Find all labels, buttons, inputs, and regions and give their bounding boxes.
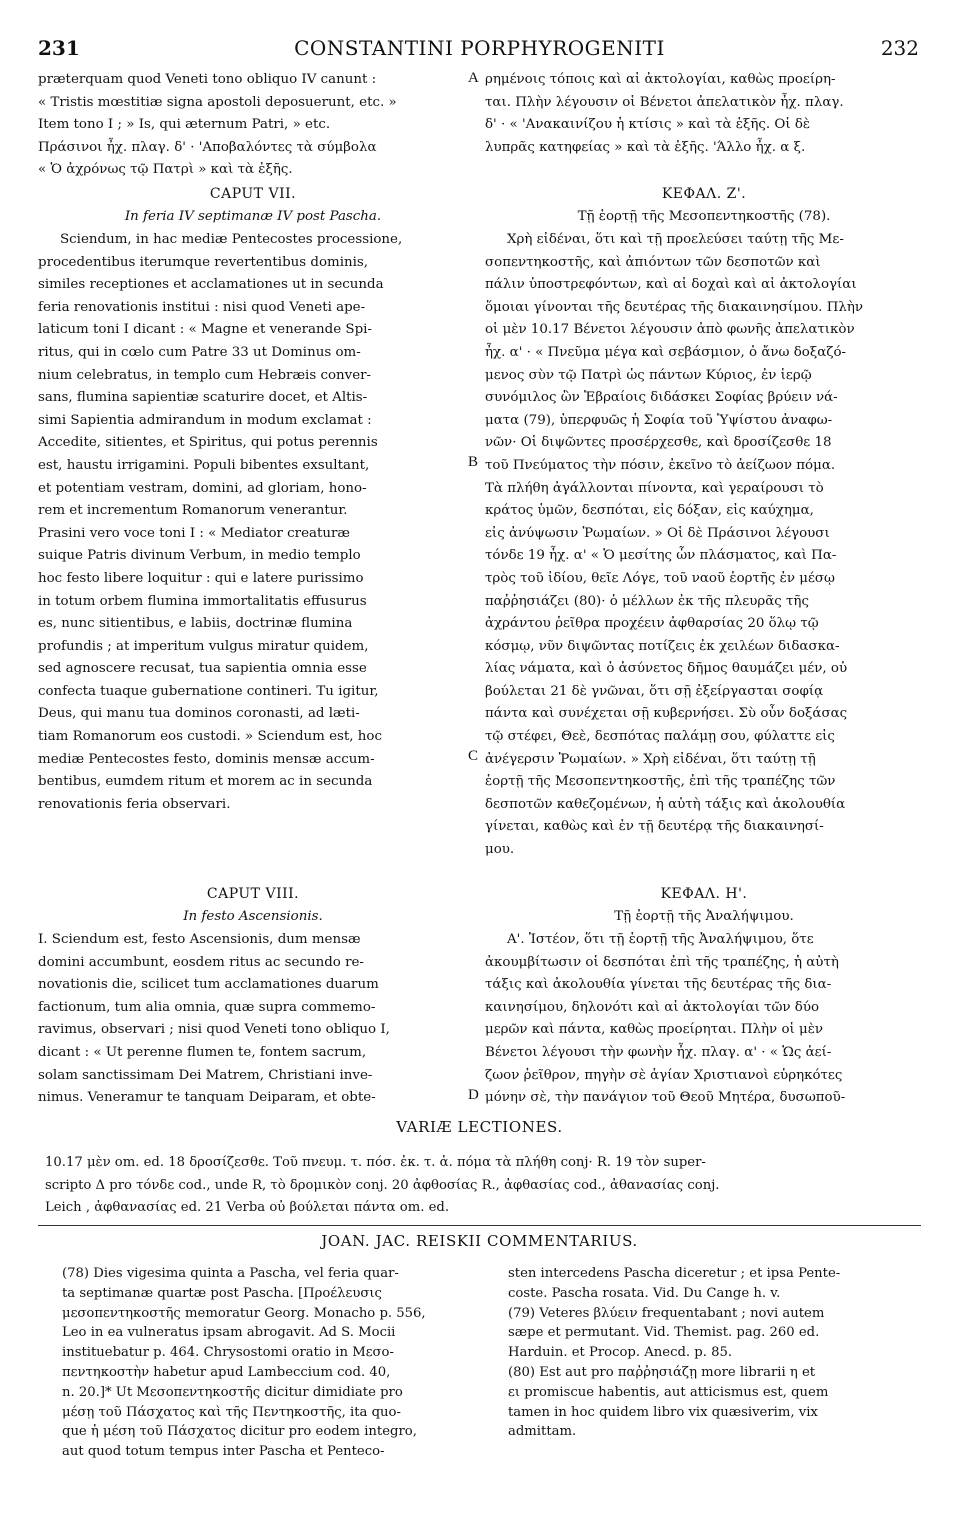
- greek-body-line: ζωον ῥεῖθρον, πηγὴν σὲ ἁγίαν Χριστιανοὶ εὑρηκότες: [485, 1067, 843, 1083]
- greek-body-line: ἑορτῇ τῆς Μεσοπεντηκοστῆς, ἐπὶ τῆς τραπέζης τῶν: [485, 774, 836, 790]
- page-number-right: 232: [880, 36, 919, 60]
- commentary-line: (79) Veteres βλύειν frequentabant ; novi autem: [508, 1305, 825, 1321]
- greek-top-line: ται. Πλὴν λέγουσιν οἱ Βένετοι ἀπελατικὸν ἦχ. πλαγ.: [485, 94, 844, 110]
- latin-body-line: solam sanctissimam Dei Matrem, Christiani inve-: [38, 1067, 373, 1083]
- caput-7-greek-subtitle: Τῇ ἑορτῇ τῆς Μεσοπεντηκοστῆς (78).: [577, 208, 831, 224]
- commentary-line: sæpe et permutant. Vid. Themist. pag. 260 ed.: [508, 1325, 820, 1341]
- variae-line: 10.17 μὲν om. ed. 18 δροσίζεσθε. Τοῦ πνευμ. τ. πόσ. ἐκ. τ. ἀ. πόμα τὰ πλήθη conj· R. 19 τὸν super-: [45, 1155, 706, 1170]
- commentary-line: Leo in ea vulneratus ipsam abrogavit. Ad S. Mocii: [62, 1325, 396, 1341]
- caput-7-greek-heading-block: [485, 183, 923, 228]
- latin-body-line: factionum, tum alia omnia, quæ supra commemo-: [38, 999, 376, 1015]
- latin-body-line: et potentiam vestram, domini, ad gloriam, hono-: [38, 480, 367, 496]
- greek-body-line: κράτος ὑμῶν, δεσπόται, εἰς δόξαν, εἰς καύχημα,: [485, 503, 814, 519]
- greek-body-line: ἦχ. α' · « Πνεῦμα μέγα καὶ σεβάσμιον, ὁ ἄνω δοξαζό-: [485, 344, 847, 360]
- latin-body-line: Deus, qui manu tua dominos coronasti, ad læti-: [38, 706, 360, 722]
- caput-7-latin-heading: CAPUT VII.: [209, 186, 297, 202]
- margin-marker-b: B: [468, 454, 479, 470]
- caput-7-latin-body: [38, 229, 468, 816]
- greek-body-line: μόνην σὲ, τὴν πανάγιον τοῦ Θεοῦ Μητέρα, δυσωποῦ-: [485, 1090, 846, 1106]
- commentary-line: coste. Pascha rosata. Vid. Du Cange h. v.: [508, 1285, 781, 1301]
- greek-body-line: σοπεντηκοστῆς, καὶ ἀπιόντων τῶν δεσποτῶν καὶ: [485, 254, 821, 270]
- margin-marker-c: C: [468, 748, 479, 764]
- commentary-line: μεσοπεντηκοστῆς memoratur Georg. Monacho p. 556,: [62, 1305, 426, 1321]
- greek-body-line: συνόμιλος ὢν Ἑβραίοις διδάσκει Σοφίας βρύειν νά-: [485, 390, 838, 406]
- latin-body-line: laticum toni I dicant : « Magne et venerande Spi-: [38, 322, 372, 338]
- commentary-left-column: [62, 1264, 474, 1462]
- commentary-line: instituebatur p. 464. Chrysostomi oratio in Μεσο-: [62, 1345, 394, 1361]
- greek-body-line: βούλεται 21 δὲ γνῶναι, ὅτι σῇ ἐξείργασται σοφίᾳ: [485, 683, 824, 699]
- greek-body-line: Χρὴ εἰδέναι, ὅτι καὶ τῇ προελεύσει ταύτῃ τῆς Με-: [507, 232, 844, 247]
- caput-8-latin-heading-block: [38, 883, 468, 928]
- commentary-line: aut quod totum tempus inter Pascha et Penteco-: [62, 1444, 385, 1460]
- commentary-line: πεντηκοστὴν habetur apud Lambeccium cod. 40,: [62, 1364, 391, 1380]
- commentary-line: Harduin. et Procop. Anecd. p. 85.: [508, 1345, 733, 1361]
- greek-body-line: κόσμῳ, νῦν διψῶντας ποτίζεις ἐκ χειλέων διδασκα-: [485, 638, 840, 654]
- latin-body-line: procedentibus iterumque revertentibus dominis,: [38, 254, 369, 270]
- greek-body-line: εἰς ἀνύψωσιν Ῥωμαίων. » Οἱ δὲ Πράσινοι λέγουσι: [485, 525, 830, 541]
- latin-body-line: novationis die, scilicet tum acclamationes duarum: [38, 977, 379, 993]
- latin-body-line: renovationis feria observari.: [38, 796, 231, 812]
- caput-8-latin-body: [38, 929, 468, 1110]
- greek-body-line: μου.: [485, 842, 515, 858]
- caput-8-greek-heading-block: [485, 883, 923, 928]
- caput-7-latin-heading-block: [38, 183, 468, 228]
- greek-body-line: παῤῥησιάζει (80)· ὁ μέλλων ἐκ τῆς πλευρᾶς τῆς: [485, 593, 809, 609]
- latin-body-line: nimus. Veneramur te tanquam Deiparam, et obte-: [38, 1090, 376, 1106]
- caput-8-latin-subtitle: In festo Ascensionis.: [183, 908, 323, 924]
- latin-body-line: tiam Romanorum eos custodi. » Sciendum est, hoc: [38, 729, 382, 745]
- commentary-line: n. 20.]* Ut Μεσοπεντηκοστῆς dicitur dimidiate pro: [62, 1384, 403, 1400]
- latin-body-line: feria renovationis institui : nisi quod Veneti ape-: [38, 299, 366, 315]
- greek-top-line: λυπρᾶς κατηφείας » καὶ τὰ ἑξῆς. 'Άλλο ἦχ. α ξ.: [485, 139, 806, 155]
- latin-body-line: Sciendum, in hac mediæ Pentecostes processione,: [60, 232, 403, 247]
- greek-body-line: μερῶν καὶ πάντα, καθὼς προείρηται. Πλὴν οἱ μὲν: [485, 1022, 824, 1038]
- commentary-line: (78) Dies vigesima quinta a Pascha, vel feria quar-: [62, 1266, 399, 1281]
- latin-top-line: « Ὁ ἀχρόνως τῷ Πατρὶ » καὶ τὰ ἑξῆς.: [38, 162, 293, 178]
- latin-body-line: est, haustu irrigamini. Populi bibentes exsultant,: [38, 457, 370, 473]
- greek-body-line: τάξις καὶ ἀκολουθία γίνεται τῆς δευτέρας τῆς δια-: [485, 977, 832, 993]
- greek-top-line: δ' · « 'Ανακαινίζου ἡ κτίσις » καὶ τὰ ἑξῆς. Οἱ δὲ: [485, 117, 811, 133]
- latin-body-line: Accedite, sitientes, et Spiritus, qui potus perennis: [38, 435, 378, 451]
- latin-body-line: sed agnoscere recusat, tua sapientia omnia esse: [38, 661, 367, 677]
- latin-body-line: Prasini vero voce toni I : « Mediator creaturæ: [38, 525, 350, 541]
- latin-body-line: ritus, qui in cœlo cum Patre 33 ut Dominus om-: [38, 344, 361, 360]
- commentary-line: admittam.: [508, 1424, 577, 1440]
- commentary-line: μέσῃ τοῦ Πάσχατος καὶ τῆς Πεντηκοστῆς, ita quo-: [62, 1404, 401, 1420]
- latin-body-line: similes receptiones et acclamationes ut in secunda: [38, 277, 384, 293]
- caput-8-greek-subtitle: Τῇ ἑορτῇ τῆς Ἀναλήψιμου.: [614, 908, 794, 924]
- greek-body-line: ἀχράντου ῥεῖθρα προχέειν ἀφθαρσίας 20 ὅλῳ τῷ: [485, 616, 819, 632]
- caput-8-greek-body: [485, 929, 923, 1110]
- variae-line: Leich , ἀφθανασίας ed. 21 Verba οὐ βούλεται πάντα om. ed.: [45, 1200, 450, 1215]
- greek-body-line: ἀνέγερσιν Ῥωμαίων. » Χρὴ εἰδέναι, ὅτι ταύτῃ τῇ: [485, 751, 816, 767]
- commentary-line: sten intercedens Pascha diceretur ; et ipsa Pente-: [508, 1266, 841, 1281]
- greek-body-line: τῷ στέφει, Θεὲ, δεσπότας παλάμῃ σου, φύλαττε εἰς: [485, 729, 835, 745]
- greek-body-line: οἱ μὲν 10.17 Βένετοι λέγουσιν ἀπὸ φωνῆς ἀπελατικὸν: [485, 322, 855, 338]
- greek-body-line: ἀκουμβίτωσιν οἱ δεσπόται ἐπὶ τῆς τραπέζης, ἡ αὐτὴ: [485, 954, 839, 970]
- commentary-line: ta septimanæ quartæ post Pascha. [Προέλευσις: [62, 1285, 382, 1301]
- variae-lectiones-title: VARIÆ LECTIONES.: [396, 1118, 563, 1136]
- latin-body-line: ravimus, observari ; nisi quod Veneti tono obliquo I,: [38, 1022, 390, 1038]
- greek-body-line: ὅμοιαι γίνονται τῆς δευτέρας τῆς διακαινησίμου. Πλὴν: [485, 299, 864, 315]
- variae-line: scripto Δ pro τόνδε cod., unde R, τὸ δρομικὸν conj. 20 ἀφθοσίας R., ἀφθασίας cod., ἀθανασίας conj.: [45, 1177, 720, 1193]
- latin-body-line: hoc festo libere loquitur : qui e latere purissimo: [38, 570, 364, 586]
- latin-top-block: [38, 69, 468, 182]
- running-title: CONSTANTINI PORPHYROGENITI: [294, 36, 665, 60]
- caput-8-greek-heading: ΚΕΦΑΛ. Η'.: [660, 886, 748, 902]
- commentary-line: tamen in hoc quidem libro vix quæsiverim, vix: [508, 1404, 818, 1420]
- greek-body-line: μενος σὺν τῷ Πατρὶ ὡς πάντων Κύριος, ἐν ἱερῷ: [485, 367, 812, 383]
- latin-body-line: profundis ; at imperitum vulgus miratur quidem,: [38, 638, 369, 654]
- latin-body-line: mediæ Pentecostes festo, dominis mensæ accum-: [38, 751, 375, 767]
- commentary-line: (80) Est aut pro παῤῥησιάζῃ more librarii η et: [508, 1364, 816, 1380]
- greek-top-line: ρημένοις τόποις καὶ αἱ ἀκτολογίαι, καθὼς προείρη-: [485, 72, 836, 87]
- greek-body-line: τοῦ Πνεύματος τὴν πόσιν, ἐκεῖνο τὸ ἀείζωον πόμα.: [485, 457, 836, 473]
- caput-8-latin-heading: CAPUT VIII.: [206, 886, 300, 902]
- latin-body-line: bentibus, eumdem ritum et morem ac in secunda: [38, 774, 373, 790]
- latin-top-line: præterquam quod Veneti tono obliquo IV canunt :: [38, 72, 377, 87]
- latin-body-line: suique Patris divinum Verbum, in medio templo: [38, 548, 361, 564]
- caput-7-greek-body: [485, 229, 923, 862]
- latin-body-line: sans, flumina sapientiæ scaturire docet, et Altis-: [38, 390, 368, 406]
- latin-top-line: Πράσινοι ἦχ. πλαγ. δ' · 'Αποβαλόντες τὰ σύμβολα: [38, 139, 377, 155]
- latin-body-line: I. Sciendum est, festo Ascensionis, dum mensæ: [38, 932, 361, 947]
- greek-body-line: λίας νάματα, καὶ ὁ ἀσύνετος δῆμος θαυμάζει μέν, οὐ: [485, 661, 848, 677]
- greek-body-line: τρὸς τοῦ ἰδίου, θεῖε Λόγε, τοῦ ναοῦ ἑορτῆς ἐν μέσῳ: [485, 570, 835, 586]
- greek-body-line: δεσποτῶν καθεζομένων, ἡ αὐτὴ τάξις καὶ ἀκολουθία: [485, 796, 846, 812]
- page-number-left: 231: [38, 36, 80, 60]
- latin-body-line: simi Sapientia admirandum in modum exclamat :: [38, 412, 372, 428]
- latin-body-line: nium celebratus, in templo cum Hebræis conver-: [38, 367, 372, 383]
- caput-7-latin-subtitle: In feria IV septimanæ IV post Pascha.: [124, 208, 382, 224]
- latin-body-line: confecta tuaque gubernatione contineri. Tu igitur,: [38, 683, 379, 699]
- greek-body-line: ματα (79), ὑπερφυῶς ἡ Σοφία τοῦ Ὑψίστου ἀναφω-: [485, 412, 833, 428]
- greek-body-line: γίνεται, καθὼς καὶ ἐν τῇ δευτέρᾳ τῆς διακαινησί-: [485, 819, 824, 835]
- greek-body-line: τόνδε 19 ἦχ. α' « Ὁ μεσίτης ὧν πλάσματος, καὶ Πα-: [485, 548, 837, 564]
- greek-body-line: Α'. Ἰστέον, ὅτι τῇ ἑορτῇ τῆς Ἀναλήψιμου, ὅτε: [507, 932, 814, 947]
- margin-marker-d: D: [468, 1087, 479, 1103]
- commentary-right-column: [508, 1264, 928, 1442]
- greek-body-line: πάντα καὶ συνέχεται σῇ κυβερνήσει. Σὺ οὖν δοξάσας: [485, 706, 848, 722]
- latin-body-line: es, nunc sitientibus, e labiis, doctrinæ flumina: [38, 616, 353, 632]
- latin-body-line: dicant : « Ut perenne flumen te, fontem sacrum,: [38, 1044, 367, 1060]
- latin-body-line: rem et incrementum Romanorum venerantur.: [38, 503, 348, 519]
- greek-top-block: [485, 69, 923, 159]
- variae-lectiones-body: [45, 1152, 920, 1220]
- commentary-title: JOAN. JAC. REISKII COMMENTARIUS.: [321, 1232, 638, 1250]
- greek-body-line: Βένετοι λέγουσι τὴν φωνὴν ἦχ. πλαγ. α' · « Ὡς ἀεί-: [485, 1044, 832, 1060]
- greek-body-line: πάλιν ὑποστρεφόντων, καὶ αἱ δοχαὶ καὶ αἱ ἀκτολογίαι: [485, 277, 857, 293]
- greek-body-line: Τὰ πλήθη ἀγάλλονται πίνοντα, καὶ γεραίρουσι τὸ: [485, 480, 824, 496]
- latin-top-line: Item tono I ; » Is, qui æternum Patri, » etc.: [38, 117, 331, 133]
- latin-body-line: in totum orbem flumina immortalitatis effusurus: [38, 593, 367, 609]
- greek-body-line: καινησίμου, δηλονότι καὶ αἱ ἀκτολογίαι τῶν δύο: [485, 999, 820, 1015]
- commentary-line: que ἡ μέση τοῦ Πάσχατος dicitur pro eodem integro,: [62, 1424, 417, 1440]
- caput-7-greek-heading: ΚΕΦΑΛ. Ζ'.: [661, 186, 747, 202]
- latin-body-line: domini accumbunt, eosdem ritus ac secundo re-: [38, 954, 364, 970]
- greek-body-line: νῶν· Οἱ διψῶντες προσέρχεσθε, καὶ δροσίζεσθε 18: [485, 435, 832, 451]
- divider-rule: [38, 1225, 921, 1226]
- latin-top-line: « Tristis mœstitiæ signa apostoli deposuerunt, etc. »: [38, 94, 397, 110]
- commentary-line: ει promiscue habentis, aut atticismus est, quem: [508, 1384, 829, 1400]
- margin-marker-a: A: [468, 70, 479, 86]
